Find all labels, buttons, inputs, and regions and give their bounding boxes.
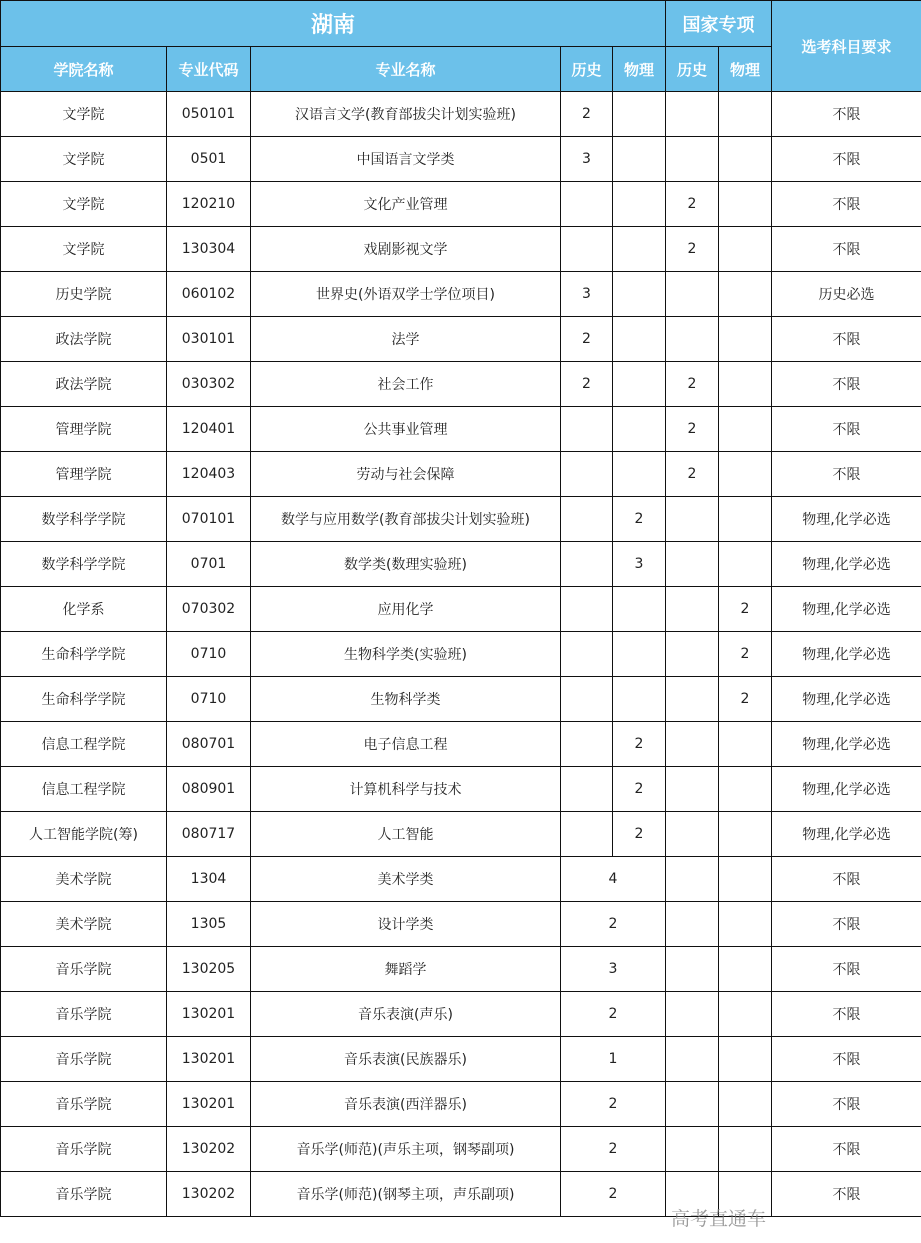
physics-cell <box>613 407 666 452</box>
major-cell: 法学 <box>251 317 561 362</box>
history-cell <box>561 407 613 452</box>
national-physics-cell: 2 <box>719 677 772 722</box>
merged-count-cell: 2 <box>561 1082 666 1127</box>
physics-cell <box>613 227 666 272</box>
physics-cell <box>613 452 666 497</box>
national-physics-cell <box>719 812 772 857</box>
code-cell: 130205 <box>167 947 251 992</box>
history-cell <box>561 677 613 722</box>
national-history-cell: 2 <box>666 182 719 227</box>
requirement-cell: 物理,化学必选 <box>772 632 921 677</box>
code-cell: 130202 <box>167 1172 251 1217</box>
watermark: 高考直通车 <box>671 1208 767 1230</box>
table-row <box>1 632 921 677</box>
college-cell: 文学院 <box>1 137 167 182</box>
col-national-history-header: 历史 <box>666 47 719 92</box>
national-physics-cell <box>719 452 772 497</box>
col-college-header: 学院名称 <box>1 47 167 92</box>
requirement-cell: 不限 <box>772 857 921 902</box>
national-history-cell <box>666 272 719 317</box>
table-row <box>1 1082 921 1127</box>
college-cell: 数学科学学院 <box>1 497 167 542</box>
table-row <box>1 902 921 947</box>
college-cell: 管理学院 <box>1 407 167 452</box>
history-cell: 3 <box>561 272 613 317</box>
college-cell: 文学院 <box>1 92 167 137</box>
code-cell: 0501 <box>167 137 251 182</box>
history-cell: 2 <box>561 317 613 362</box>
national-history-cell <box>666 1082 719 1127</box>
code-cell: 070302 <box>167 587 251 632</box>
national-physics-cell <box>719 497 772 542</box>
requirement-cell: 历史必选 <box>772 272 921 317</box>
requirement-cell: 不限 <box>772 137 921 182</box>
college-cell: 数学科学学院 <box>1 542 167 587</box>
requirement-cell: 物理,化学必选 <box>772 767 921 812</box>
national-history-cell <box>666 767 719 812</box>
history-cell <box>561 632 613 677</box>
region-header: 湖南 <box>1 1 666 47</box>
history-cell: 3 <box>561 137 613 182</box>
national-physics-cell <box>719 407 772 452</box>
national-history-cell: 2 <box>666 227 719 272</box>
college-cell: 管理学院 <box>1 452 167 497</box>
major-cell: 数学类(数理实验班) <box>251 542 561 587</box>
national-physics-cell <box>719 227 772 272</box>
physics-cell <box>613 632 666 677</box>
major-cell: 世界史(外语双学士学位项目) <box>251 272 561 317</box>
code-cell: 060102 <box>167 272 251 317</box>
college-cell: 文学院 <box>1 182 167 227</box>
requirement-cell: 不限 <box>772 227 921 272</box>
code-cell: 030302 <box>167 362 251 407</box>
requirement-cell: 物理,化学必选 <box>772 677 921 722</box>
major-cell: 音乐学(师范)(声乐主项，钢琴副项) <box>251 1127 561 1172</box>
physics-cell <box>613 182 666 227</box>
physics-cell <box>613 677 666 722</box>
national-physics-cell <box>719 542 772 587</box>
table-row <box>1 92 921 137</box>
requirement-cell: 不限 <box>772 182 921 227</box>
col-physics-header: 物理 <box>613 47 666 92</box>
requirement-cell: 不限 <box>772 362 921 407</box>
code-cell: 050101 <box>167 92 251 137</box>
code-cell: 080717 <box>167 812 251 857</box>
college-cell: 音乐学院 <box>1 1037 167 1082</box>
major-cell: 生物科学类(实验班) <box>251 632 561 677</box>
college-cell: 信息工程学院 <box>1 722 167 767</box>
national-physics-cell <box>719 722 772 767</box>
requirement-cell: 物理,化学必选 <box>772 542 921 587</box>
history-cell: 2 <box>561 92 613 137</box>
code-cell: 120401 <box>167 407 251 452</box>
college-cell: 文学院 <box>1 227 167 272</box>
history-cell <box>561 767 613 812</box>
college-cell: 音乐学院 <box>1 947 167 992</box>
major-cell: 应用化学 <box>251 587 561 632</box>
national-history-cell <box>666 632 719 677</box>
major-cell: 音乐表演(声乐) <box>251 992 561 1037</box>
code-cell: 030101 <box>167 317 251 362</box>
physics-cell <box>613 92 666 137</box>
college-cell: 化学系 <box>1 587 167 632</box>
national-physics-cell <box>719 182 772 227</box>
national-history-cell <box>666 92 719 137</box>
merged-count-cell: 2 <box>561 902 666 947</box>
table-row <box>1 992 921 1037</box>
national-history-cell <box>666 587 719 632</box>
table-row <box>1 767 921 812</box>
history-cell <box>561 587 613 632</box>
major-cell: 生物科学类 <box>251 677 561 722</box>
code-cell: 130201 <box>167 992 251 1037</box>
table-row <box>1 722 921 767</box>
college-cell: 美术学院 <box>1 857 167 902</box>
major-cell: 人工智能 <box>251 812 561 857</box>
merged-count-cell: 1 <box>561 1037 666 1082</box>
major-cell: 社会工作 <box>251 362 561 407</box>
table-row <box>1 542 921 587</box>
merged-count-cell: 2 <box>561 1127 666 1172</box>
requirement-cell: 不限 <box>772 452 921 497</box>
requirement-cell: 不限 <box>772 1037 921 1082</box>
code-cell: 080701 <box>167 722 251 767</box>
major-cell: 美术学类 <box>251 857 561 902</box>
national-history-cell <box>666 317 719 362</box>
national-physics-cell <box>719 272 772 317</box>
college-cell: 政法学院 <box>1 362 167 407</box>
national-physics-cell <box>719 317 772 362</box>
national-history-cell <box>666 137 719 182</box>
table-row <box>1 272 921 317</box>
physics-cell <box>613 317 666 362</box>
table-row <box>1 812 921 857</box>
table-row <box>1 1127 921 1172</box>
requirement-cell: 物理,化学必选 <box>772 812 921 857</box>
code-cell: 120403 <box>167 452 251 497</box>
major-cell: 戏剧影视文学 <box>251 227 561 272</box>
college-cell: 生命科学学院 <box>1 677 167 722</box>
college-cell: 信息工程学院 <box>1 767 167 812</box>
table-row <box>1 452 921 497</box>
history-cell <box>561 722 613 767</box>
national-physics-cell <box>719 1082 772 1127</box>
national-special-header: 国家专项 <box>666 1 772 47</box>
physics-cell: 2 <box>613 497 666 542</box>
national-history-cell <box>666 812 719 857</box>
national-history-cell <box>666 497 719 542</box>
physics-cell: 2 <box>613 767 666 812</box>
physics-cell: 2 <box>613 722 666 767</box>
national-physics-cell <box>719 767 772 812</box>
physics-cell: 2 <box>613 812 666 857</box>
requirement-cell: 物理,化学必选 <box>772 587 921 632</box>
requirement-cell: 物理,化学必选 <box>772 497 921 542</box>
physics-cell: 3 <box>613 542 666 587</box>
code-cell: 130202 <box>167 1127 251 1172</box>
national-physics-cell <box>719 992 772 1037</box>
requirement-cell: 不限 <box>772 992 921 1037</box>
national-history-cell <box>666 902 719 947</box>
col-history-header: 历史 <box>561 47 613 92</box>
national-history-cell: 2 <box>666 452 719 497</box>
history-cell: 2 <box>561 362 613 407</box>
college-cell: 音乐学院 <box>1 1172 167 1217</box>
history-cell <box>561 227 613 272</box>
merged-count-cell: 2 <box>561 992 666 1037</box>
college-cell: 音乐学院 <box>1 1082 167 1127</box>
national-history-cell <box>666 542 719 587</box>
code-cell: 0710 <box>167 677 251 722</box>
major-cell: 设计学类 <box>251 902 561 947</box>
major-cell: 公共事业管理 <box>251 407 561 452</box>
national-history-cell: 2 <box>666 407 719 452</box>
national-physics-cell <box>719 1037 772 1082</box>
national-history-cell <box>666 947 719 992</box>
table-row <box>1 497 921 542</box>
national-history-cell <box>666 722 719 767</box>
requirement-cell: 物理,化学必选 <box>772 722 921 767</box>
major-cell: 音乐表演(西洋器乐) <box>251 1082 561 1127</box>
table-row <box>1 677 921 722</box>
requirement-cell: 不限 <box>772 1172 921 1217</box>
major-cell: 中国语言文学类 <box>251 137 561 182</box>
national-physics-cell <box>719 92 772 137</box>
college-cell: 音乐学院 <box>1 1127 167 1172</box>
table-row <box>1 1037 921 1082</box>
merged-count-cell: 2 <box>561 1172 666 1217</box>
table-row <box>1 227 921 272</box>
national-history-cell <box>666 992 719 1037</box>
merged-count-cell: 4 <box>561 857 666 902</box>
national-physics-cell: 2 <box>719 587 772 632</box>
table-row <box>1 182 921 227</box>
national-physics-cell <box>719 137 772 182</box>
table-row <box>1 317 921 362</box>
table-row <box>1 857 921 902</box>
table-row <box>1 407 921 452</box>
physics-cell <box>613 362 666 407</box>
history-cell <box>561 497 613 542</box>
requirement-cell: 不限 <box>772 317 921 362</box>
national-history-cell <box>666 677 719 722</box>
table-body <box>1 92 921 1217</box>
col-major-header: 专业名称 <box>251 47 561 92</box>
national-history-cell <box>666 1127 719 1172</box>
table-row <box>1 137 921 182</box>
history-cell <box>561 812 613 857</box>
national-history-cell <box>666 857 719 902</box>
code-cell: 070101 <box>167 497 251 542</box>
major-cell: 数学与应用数学(教育部拔尖计划实验班) <box>251 497 561 542</box>
major-cell: 劳动与社会保障 <box>251 452 561 497</box>
major-cell: 计算机科学与技术 <box>251 767 561 812</box>
physics-cell <box>613 272 666 317</box>
college-cell: 生命科学学院 <box>1 632 167 677</box>
requirement-cell: 不限 <box>772 92 921 137</box>
college-cell: 美术学院 <box>1 902 167 947</box>
college-cell: 政法学院 <box>1 317 167 362</box>
college-cell: 人工智能学院(筹) <box>1 812 167 857</box>
col-national-physics-header: 物理 <box>719 47 772 92</box>
national-physics-cell <box>719 857 772 902</box>
requirement-cell: 不限 <box>772 1127 921 1172</box>
code-cell: 130201 <box>167 1037 251 1082</box>
major-cell: 音乐学(师范)(钢琴主项，声乐副项) <box>251 1172 561 1217</box>
major-cell: 音乐表演(民族器乐) <box>251 1037 561 1082</box>
code-cell: 1305 <box>167 902 251 947</box>
requirement-cell: 不限 <box>772 1082 921 1127</box>
history-cell <box>561 452 613 497</box>
code-cell: 120210 <box>167 182 251 227</box>
national-history-cell <box>666 1037 719 1082</box>
physics-cell <box>613 587 666 632</box>
national-physics-cell <box>719 947 772 992</box>
college-cell: 音乐学院 <box>1 992 167 1037</box>
code-cell: 080901 <box>167 767 251 812</box>
national-physics-cell: 2 <box>719 632 772 677</box>
physics-cell <box>613 137 666 182</box>
requirement-header: 选考科目要求 <box>772 1 921 92</box>
table-row <box>1 1172 921 1217</box>
code-cell: 130201 <box>167 1082 251 1127</box>
requirement-cell: 不限 <box>772 947 921 992</box>
national-history-cell: 2 <box>666 362 719 407</box>
national-physics-cell <box>719 362 772 407</box>
code-cell: 1304 <box>167 857 251 902</box>
table-row <box>1 587 921 632</box>
table-row <box>1 362 921 407</box>
college-cell: 历史学院 <box>1 272 167 317</box>
code-cell: 0710 <box>167 632 251 677</box>
col-code-header: 专业代码 <box>167 47 251 92</box>
table-row <box>1 947 921 992</box>
requirement-cell: 不限 <box>772 407 921 452</box>
history-cell <box>561 182 613 227</box>
code-cell: 0701 <box>167 542 251 587</box>
code-cell: 130304 <box>167 227 251 272</box>
major-cell: 文化产业管理 <box>251 182 561 227</box>
national-physics-cell <box>719 902 772 947</box>
major-cell: 舞蹈学 <box>251 947 561 992</box>
merged-count-cell: 3 <box>561 947 666 992</box>
national-physics-cell <box>719 1127 772 1172</box>
major-cell: 汉语言文学(教育部拔尖计划实验班) <box>251 92 561 137</box>
requirement-cell: 不限 <box>772 902 921 947</box>
history-cell <box>561 542 613 587</box>
major-cell: 电子信息工程 <box>251 722 561 767</box>
